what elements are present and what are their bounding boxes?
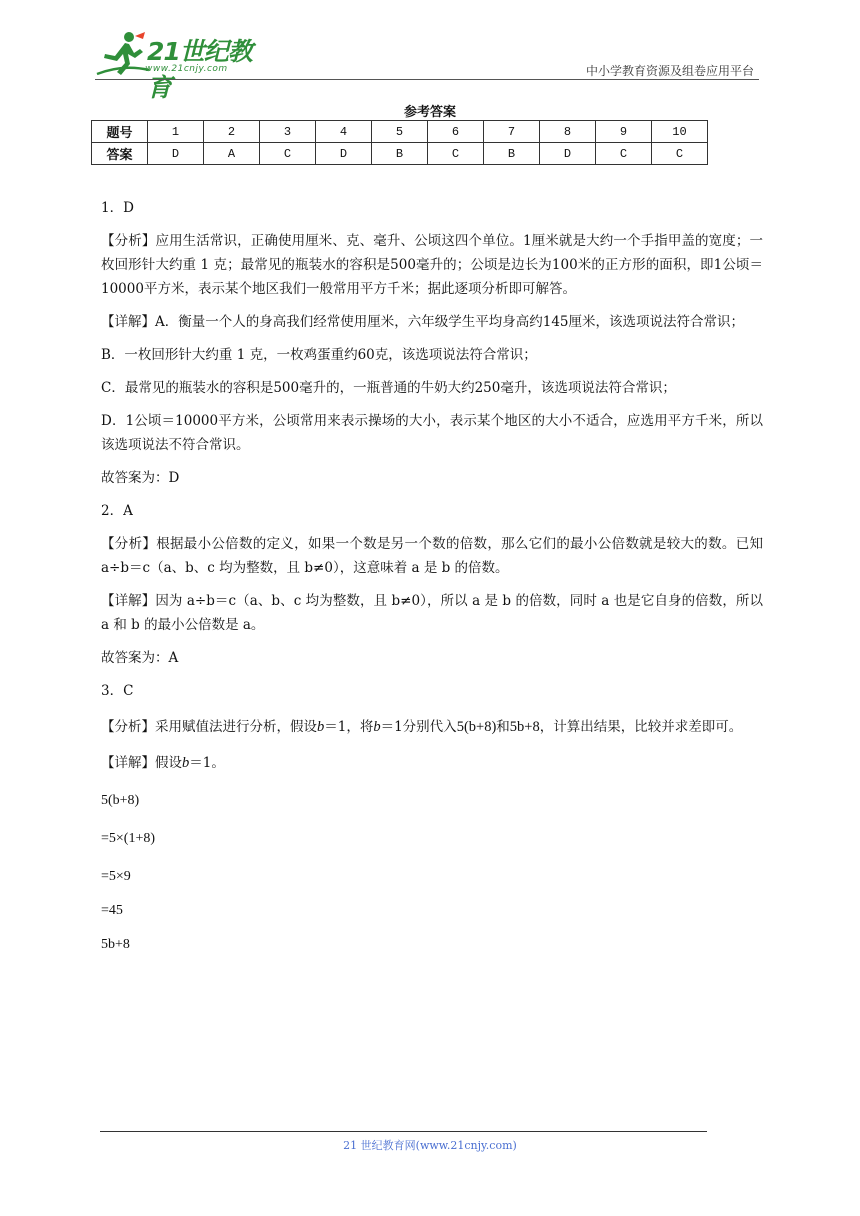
q3-analysis xyxy=(101,712,763,742)
var-b: b xyxy=(317,719,325,735)
answer-value: B xyxy=(484,143,540,165)
q3-step-4: =45 xyxy=(101,903,123,918)
question-number: 6 xyxy=(428,121,484,143)
q3-analysis-part: ，计算出结果，比较并求差即可。 xyxy=(539,719,743,735)
q1-analysis: 【分析】应用生活常识，正确使用厘米、克、毫升、公顷这四个单位。1厘米就是大约一个手指甲盖的宽度；一枚回形针大约重 1 克；最常见的瓶装水的容积是500毫升的；公顷是边长为100米的正方形的面积，即1公顷＝10000平方米，表示某个地区我们一般常用平方千米；据此逐项分析即可解答。 xyxy=(101,233,763,297)
q3-step-1: 5(b+8) xyxy=(101,793,140,808)
question-number: 3 xyxy=(260,121,316,143)
q1-conclusion: 故答案为：D xyxy=(101,470,180,486)
q2-conclusion: 故答案为：A xyxy=(101,650,179,666)
answer-table xyxy=(91,120,708,165)
runner-logo-icon xyxy=(95,30,151,76)
answer-value: D xyxy=(316,143,372,165)
answer-value: C xyxy=(652,143,708,165)
q1-heading: 1．D xyxy=(101,200,134,216)
answer-value: D xyxy=(540,143,596,165)
question-number-row xyxy=(92,121,708,143)
header-divider xyxy=(95,79,759,80)
q3-step-2: =5×(1+8) xyxy=(101,831,156,846)
solutions-body xyxy=(101,196,763,971)
footer-link[interactable]: 21 世纪教育网(www.21cnjy.com) xyxy=(343,1139,517,1152)
answer-value: A xyxy=(204,143,260,165)
answer-value: C xyxy=(260,143,316,165)
q3-detail-part: 【详解】假设 xyxy=(101,755,182,771)
page-header xyxy=(95,30,760,102)
q1-detail-d: D．1公顷＝10000平方米，公顷常用来表示操场的大小，表示某个地区的大小不适合，应选用平方千米，所以该选项说法不符合常识。 xyxy=(101,413,763,453)
question-number: 4 xyxy=(316,121,372,143)
logo xyxy=(95,30,270,102)
var-b: b xyxy=(373,719,381,735)
q1-detail-c: C．最常见的瓶装水的容积是500毫升的，一瓶普通的牛奶大约250毫升，该选项说法符合常识； xyxy=(101,380,676,396)
q3-analysis-part: 和 xyxy=(496,719,510,735)
expr-a: 5(b+8) xyxy=(456,719,497,735)
answer-row xyxy=(92,143,708,165)
answer-value: D xyxy=(148,143,204,165)
q2-analysis: 【分析】根据最小公倍数的定义，如果一个数是另一个数的倍数，那么它们的最小公倍数就是较大的数。已知 a÷b＝c（a、b、c 均为整数，且 b≠0），这意味着 a 是 b 的倍数。 xyxy=(101,536,763,576)
q3-analysis-part: 【分析】采用赋值法进行分析，假设 xyxy=(101,719,317,735)
question-number-label: 题号 xyxy=(92,121,148,143)
q3-detail xyxy=(101,751,763,775)
answer-value: C xyxy=(596,143,652,165)
question-number: 7 xyxy=(484,121,540,143)
platform-name: 中小学教育资源及组卷应用平台 xyxy=(585,64,754,78)
q3-step-3: =5×9 xyxy=(101,869,131,884)
answer-label: 答案 xyxy=(92,143,148,165)
q2-heading: 2．A xyxy=(101,503,133,519)
answer-value: B xyxy=(372,143,428,165)
answers-title: 参考答案 xyxy=(403,105,456,120)
question-number: 5 xyxy=(372,121,428,143)
q3-analysis-part: ＝1分别代入 xyxy=(380,719,457,735)
question-number: 2 xyxy=(204,121,260,143)
q1-detail-b: B．一枚回形针大约重 1 克，一枚鸡蛋重约60克，该选项说法符合常识； xyxy=(101,347,537,363)
var-b: b xyxy=(182,755,190,771)
question-number: 8 xyxy=(540,121,596,143)
question-number: 1 xyxy=(148,121,204,143)
q3-heading: 3．C xyxy=(101,683,134,699)
footer-divider xyxy=(100,1131,707,1132)
question-number: 9 xyxy=(596,121,652,143)
q3-detail-part: ＝1。 xyxy=(189,755,225,771)
expr-b: 5b+8 xyxy=(509,719,540,735)
q3-step-5: 5b+8 xyxy=(101,937,130,952)
q1-detail-a: 【详解】A．衡量一个人的身高我们经常使用厘米，六年级学生平均身高约145厘米，该选项说法符合常识； xyxy=(101,314,745,330)
question-number: 10 xyxy=(652,121,708,143)
q3-analysis-part: ＝1，将 xyxy=(324,719,374,735)
answer-value: C xyxy=(428,143,484,165)
logo-url: www.21cnjy.com xyxy=(145,64,228,74)
logo-text: 21世纪教育 xyxy=(147,37,252,102)
q2-detail: 【详解】因为 a÷b＝c（a、b、c 均为整数，且 b≠0），所以 a 是 b 的倍数，同时 a 也是它自身的倍数，所以 a 和 b 的最小公倍数是 a。 xyxy=(101,593,763,633)
